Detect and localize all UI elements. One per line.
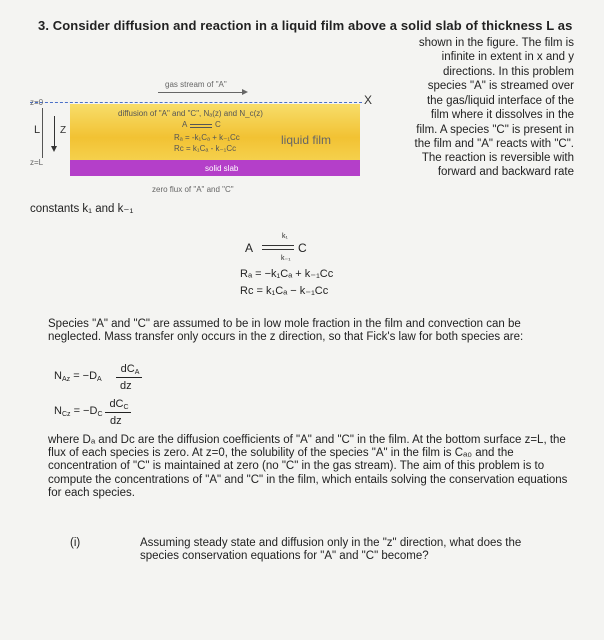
question-number: (i) [70, 537, 81, 549]
flux-a-num: dC [120, 363, 135, 375]
reaction-k1: k₁ [282, 233, 288, 240]
fig-reaction-c: C [215, 120, 221, 129]
paragraph-assumptions: Species "A" and "C" are assumed to be in low mole fraction in the film and convection can be neglected. Mass transfer only occurs in the z direction, so that Fick's law for both species are: [48, 318, 524, 344]
flux-a-lhs-sub: Az [61, 376, 71, 383]
right-text-line: species "A" is streamed over [427, 80, 574, 92]
flux-a-eq: = −D [73, 370, 98, 382]
fraction-bar [105, 412, 131, 413]
diffusion-figure [30, 78, 400, 210]
reaction-species-c: C [298, 241, 307, 255]
flux-c-num-sub: C [123, 404, 129, 411]
z0-label: z=0 [30, 98, 44, 107]
solid-slab-label: solid slab [205, 164, 239, 173]
flux-a-lhs: N [54, 370, 62, 382]
L-label: L [34, 124, 41, 136]
flux-equation-c [54, 405, 103, 421]
arrow-head-icon [242, 89, 248, 95]
gas-stream-label: gas stream of "A" [165, 80, 227, 89]
question-text: Assuming steady state and diffusion only in the "z" direction, what does the species conservation equations for "A" and "C" become? [140, 537, 522, 562]
zero-flux-label: zero flux of "A" and "C" [152, 185, 234, 194]
gas-stream-arrow [158, 92, 244, 93]
right-text-line: The reaction is reversible with [421, 152, 574, 164]
liquid-film-label: liquid film [281, 133, 332, 147]
z-label: Z [60, 125, 67, 136]
z-arrow-line [54, 116, 55, 148]
right-text-line: infinite in extent in x and y [441, 51, 574, 63]
right-text-line: shown in the figure. The film is [418, 37, 574, 49]
flux-c-lhs-sub: Cz [61, 411, 71, 418]
interface-dashed-line [30, 102, 362, 103]
flux-c-denominator: dz [110, 415, 122, 427]
flux-a-d-sub: A [97, 376, 102, 383]
reaction-species-a: A [245, 241, 254, 255]
right-text-line: directions. In this problem [442, 66, 574, 78]
flux-a-denominator: dz [120, 380, 132, 392]
reaction-arrow-icon [190, 124, 212, 125]
fraction-bar [116, 377, 142, 378]
fig-ra-equation: Rₐ = -k₁Cₐ + k₋₁Cᴄ [174, 133, 240, 142]
right-text-line: film. A species "C" is present in [416, 124, 574, 136]
diffusion-label: diffusion of "A" and "C", Nₐ(z) and N_c(z) [118, 109, 263, 118]
flux-c-eq: = −D [73, 405, 98, 417]
zL-label: z=L [30, 158, 44, 167]
flux-c-num: dC [109, 398, 124, 410]
forward-arrow-icon [262, 245, 294, 246]
flux-c-d-sub: C [97, 411, 103, 418]
fig-reaction-a: A [182, 120, 188, 129]
question-heading: 3. Consider diffusion and reaction in a liquid film above a solid slab of thickness L as [38, 18, 573, 33]
L-arrow-line [42, 108, 43, 158]
constants-line: constants k₁ and k₋₁ [30, 203, 134, 215]
reaction-arrow-icon [190, 127, 212, 128]
fig-rc-equation: Rᴄ = k₁Cₐ - k₋₁Cᴄ [174, 144, 237, 153]
x-axis-label: X [364, 93, 373, 107]
right-text-line: the gas/liquid interface of the [426, 95, 574, 107]
right-text-line: film where it dissolves in the [430, 109, 574, 121]
paragraph-boundary-conditions: where Dₐ and Dᴄ are the diffusion coefficients of "A" and "C" in the film. At the bottom surface z=L, the flux of each species is zero. At z=0, the solubility of the species "A" in the film is Cₐ₀ and the concentration of "C" is maintained at zero (no "C" in the gas stream). The aim of this problem is to compute the concentrations of "A" and "C" in the film, which entails solving the conservation equations for each species. [48, 434, 568, 499]
reaction-km1: k₋₁ [281, 255, 291, 262]
flux-equation-a [54, 370, 102, 386]
rate-equation-a: Rₐ = −k₁Cₐ + k₋₁Cᴄ [240, 268, 334, 280]
flux-a-num-sub: A [134, 369, 140, 376]
right-text-line: forward and backward rate [437, 166, 574, 178]
rate-equation-c: Rᴄ = k₁Cₐ − k₋₁Cᴄ [240, 285, 329, 297]
right-text-line: the film and "A" reacts with "C". [414, 138, 574, 150]
backward-arrow-icon [262, 249, 294, 250]
flux-c-lhs: N [54, 405, 62, 417]
arrow-down-icon [51, 146, 57, 152]
